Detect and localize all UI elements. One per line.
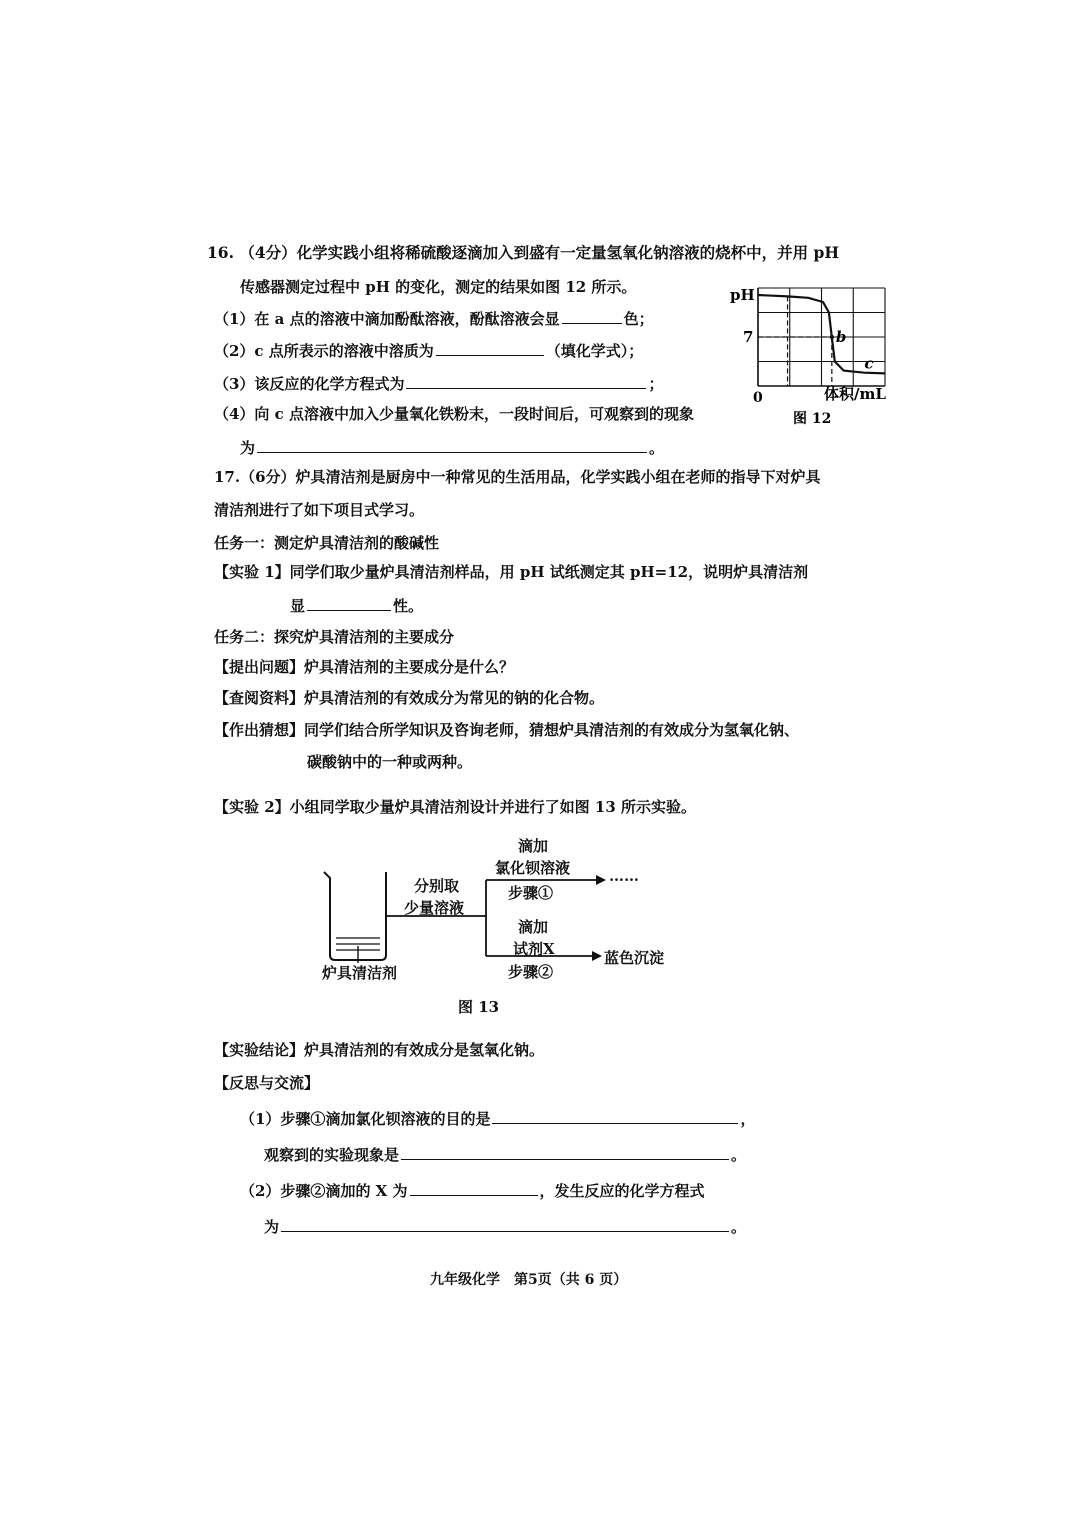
q16-part4-suffix: 。	[649, 439, 665, 457]
step2-label-bottom: 步骤②	[508, 963, 554, 981]
task-1-heading: 任务一：测定炉具清洁剂的酸碱性	[214, 534, 440, 552]
reference-paragraph: 【查阅资料】炉具清洁剂的有效成分为常见的钠的化合物。	[214, 689, 605, 707]
observation-suffix: 。	[731, 1146, 747, 1164]
q16-part4: （4）向 c 点溶液中加入少量氧化铁粉末，一段时间后，可观察到的现象	[214, 405, 695, 423]
origin-label: 0	[753, 390, 763, 406]
answer-blank[interactable]	[436, 340, 544, 356]
answer-blank[interactable]	[562, 308, 622, 324]
figure-13-caption: 图 13	[458, 998, 500, 1016]
exp1-prefix: 显	[290, 597, 306, 615]
y-axis-label: pH	[730, 286, 755, 304]
beaker-label: 炉具清洁剂	[322, 964, 398, 982]
point-c-label: c	[864, 354, 874, 373]
beaker-icon	[324, 872, 386, 960]
step1-label-top1: 滴加	[518, 837, 549, 855]
point-b-label: b	[835, 328, 847, 346]
y-tick-label-7: 7	[743, 328, 754, 346]
reflection-1	[240, 1108, 755, 1129]
conclusion-paragraph: 【实验结论】炉具清洁剂的有效成分是氢氧化钠。	[214, 1041, 545, 1059]
step2-label-top1: 滴加	[518, 918, 549, 936]
arrow-head-icon	[592, 951, 602, 961]
step2-result: 蓝色沉淀	[604, 949, 665, 967]
answer-blank[interactable]	[401, 1144, 729, 1160]
step1-label-top2: 氯化钡溶液	[495, 859, 571, 877]
q16-part2-suffix: （填化学式）；	[545, 342, 644, 360]
page-footer: 九年级化学 第5页（共 6 页）	[430, 1272, 628, 1288]
split-label-2: 少量溶液	[404, 899, 465, 917]
q16-part3-text: （3）该反应的化学方程式为	[214, 375, 405, 393]
arrow-head-icon	[596, 875, 606, 885]
figure-12-ph-chart	[725, 280, 900, 430]
question-paragraph: 【提出问题】炉具清洁剂的主要成分是什么？	[214, 658, 515, 676]
q16-part4-answer	[240, 437, 664, 458]
equation-prefix: 为	[264, 1218, 280, 1236]
hypothesis-continued: 碳酸钠中的一种或两种。	[307, 753, 473, 771]
q17-intro-line1: 17.（6分）炉具清洁剂是厨房中一种常见的生活用品，化学实践小组在老师的指导下对炉具	[214, 468, 821, 486]
q16-intro-line2: 传感器测定过程中 pH 的变化，测定的结果如图 12 所示。	[240, 278, 637, 296]
answer-blank[interactable]	[307, 595, 391, 611]
q16-part3	[214, 373, 663, 394]
split-label-1: 分别取	[414, 877, 460, 895]
reflection-2-text: （2）步骤②滴加的 X 为	[240, 1182, 408, 1200]
reflection-2-suffix: ，发生反应的化学方程式	[539, 1182, 705, 1200]
experiment-1-text: 【实验 1】同学们取少量炉具清洁剂样品，用 pH 试纸测定其 pH=12，说明炉具清洁剂	[214, 563, 809, 581]
figure-13-lines	[318, 860, 678, 970]
q16-intro-line1: 16. （4分）化学实践小组将稀硫酸逐滴加入到盛有一定量氢氧化钠溶液的烧杯中，并用 pH	[207, 243, 840, 262]
point-b-marker	[830, 335, 834, 339]
reflection-2-equation	[264, 1216, 746, 1237]
answer-blank[interactable]	[406, 373, 646, 389]
q16-part4-prefix: 为	[240, 439, 256, 457]
exp1-suffix: 性。	[393, 597, 424, 615]
q16-part1-text: （1）在 a 点的溶液中滴加酚酞溶液，酚酞溶液会显	[214, 310, 560, 328]
answer-blank[interactable]	[492, 1108, 738, 1124]
reflection-1-suffix: ，	[740, 1110, 756, 1128]
answer-blank[interactable]	[281, 1216, 729, 1232]
q16-part1-suffix: 色；	[623, 310, 654, 328]
step2-label-top2: 试剂X	[513, 940, 555, 958]
experiment-2-text: 【实验 2】小组同学取少量炉具清洁剂设计并进行了如图 13 所示实验。	[214, 798, 696, 816]
x-axis-label: 体积/mL	[824, 385, 886, 403]
q16-part2-text: （2）c 点所表示的溶液中溶质为	[214, 342, 434, 360]
step1-label-bottom: 步骤①	[508, 884, 554, 902]
hypothesis-paragraph: 【作出猜想】同学们结合所学知识及咨询老师，猜想炉具清洁剂的有效成分为氢氧化钠、	[214, 721, 800, 739]
q17-intro-line2: 清洁剂进行了如下项目式学习。	[214, 501, 425, 519]
answer-blank[interactable]	[410, 1180, 538, 1196]
experiment-1-answer	[290, 595, 423, 616]
q16-part3-suffix: ；	[648, 375, 664, 393]
q16-part1	[214, 308, 654, 329]
reflection-2	[240, 1180, 705, 1201]
observation-text: 观察到的实验现象是	[264, 1146, 400, 1164]
equation-suffix: 。	[731, 1218, 747, 1236]
reflection-heading: 【反思与交流】	[214, 1074, 320, 1092]
q16-part2	[214, 340, 643, 361]
reflection-1-observation	[264, 1144, 746, 1165]
step1-result: ……	[609, 867, 639, 885]
reflection-1-text: （1）步骤①滴加氯化钡溶液的目的是	[240, 1110, 491, 1128]
task-2-heading: 任务二：探究炉具清洁剂的主要成分	[214, 628, 455, 646]
figure-12-caption: 图 12	[793, 411, 832, 427]
answer-blank[interactable]	[257, 437, 647, 453]
